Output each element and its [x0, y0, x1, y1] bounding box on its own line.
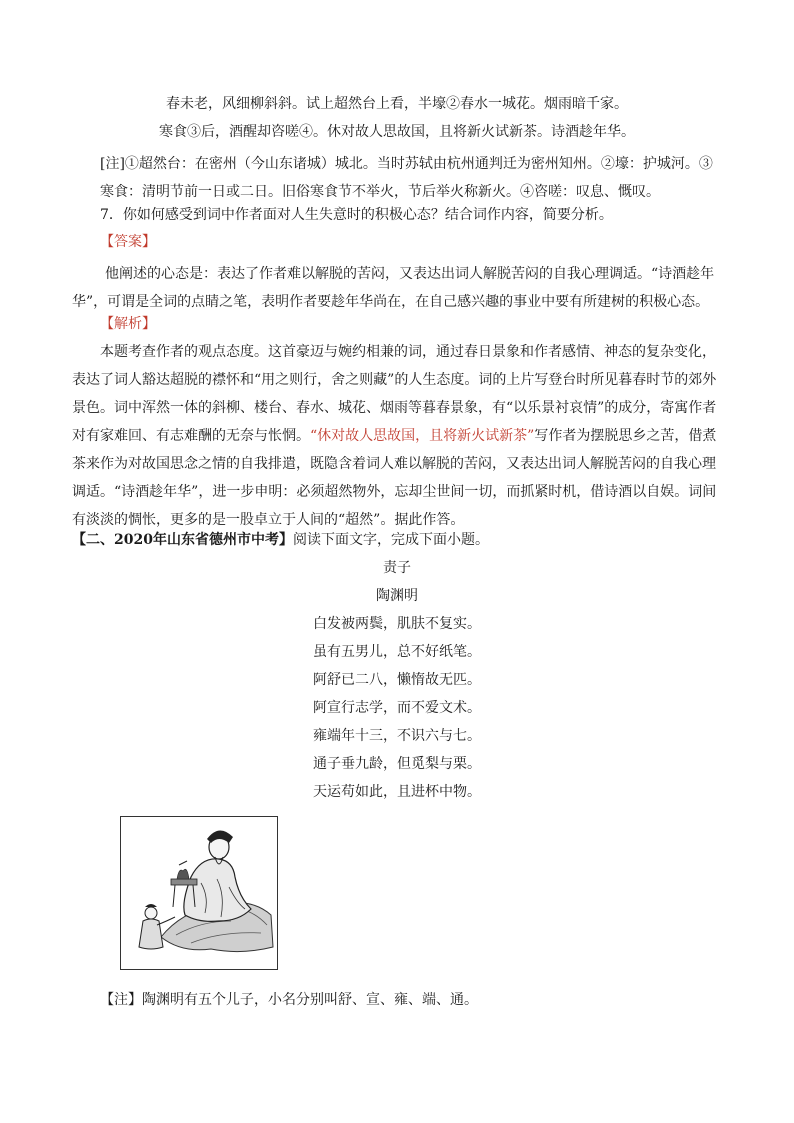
poem2-lines	[0, 614, 794, 810]
answer-tag: 【答案】	[100, 234, 156, 250]
analysis-tag: 【解析】	[100, 316, 156, 332]
poem2-author: 陶渊明	[376, 588, 418, 604]
analysis-part2: 写作者为摆脱思乡之苦，借煮茶来作为对故国思念之情的自我排遣，既隐含着词人难以解脱的苦闷，又表达出词人解脱苦闷的自我心理调适。“诗酒趁年华”，进一步申明：必须超然物外，忘却尘世间一切，而抓紧时机，借诗酒以自娱。词间有淡淡的惆怅，更多的是一股卓立于人间的“超然”。据此作答。	[72, 428, 717, 528]
poem2-line: 虽有五男儿，总不好纸笔。	[313, 644, 481, 660]
poem2-line: 阿宣行志学，而不爱文术。	[313, 700, 481, 716]
analysis-text	[72, 338, 720, 534]
section-2-heading	[72, 530, 720, 550]
poem2-line: 通子垂九龄，但觅梨与栗。	[313, 756, 481, 772]
analysis-quote: “休对故人思故国，且将新火试新茶”	[310, 428, 535, 444]
answer-text: 他阐述的心态是：表达了作者难以解脱的苦闷，又表达出词人解脱苦闷的自我心理调适。“诗酒趁年华”，可谓是全词的点睛之笔，表明作者要趁年华尚在，在自己感兴趣的事业中要有所建树的积极心态。	[72, 266, 715, 310]
illustration-figure	[120, 816, 278, 970]
poem1-notes: [注]①超然台：在密州（今山东诸城）城北。当时苏轼由杭州通判迁为密州知州。②壕：护城河。③寒食：清明节前一日或二日。旧俗寒食节不举火，节后举火称新火。④咨嗟：叹息、慨叹。	[100, 156, 713, 200]
poem2-line: 雍端年十三，不识六与七。	[313, 728, 481, 744]
poem2-title: 责子	[383, 560, 411, 576]
poem2-line: 白发被两鬓，肌肤不复实。	[313, 616, 481, 632]
poem2-line: 天运苟如此，且进杯中物。	[313, 784, 481, 800]
analysis-part1: 本题考查作者的观点态度。这首豪迈与婉约相兼的词，通过春日景象和作者感情、神态的复杂变化，表达了词人豁达超脱的襟怀和“用之则行，舍之则藏”的人生态度。词的上片写登台时所见暮春时节的郊外景色。词中浑然一体的斜柳、楼台、春水、城花、烟雨等暮春景象，有“以乐景衬哀情”的成分，寄寓作者对有家难回、有志难酬的无奈与怅惘。	[72, 344, 717, 444]
poem2-line: 阿舒已二八，懒惰故无匹。	[313, 672, 481, 688]
section-2-instruction: 阅读下面文字，完成下面小题。	[292, 532, 489, 548]
ink-illustration	[121, 817, 277, 969]
section-2-label: 【二、2020年山东省德州市中考】	[72, 532, 293, 548]
poem1-line1: 春未老，风细柳斜斜。试上超然台上看，半壕②春水一城花。烟雨暗千家。	[166, 96, 628, 112]
poem1-line2: 寒食③后，酒醒却咨嗟④。休对故人思故国，且将新火试新茶。诗酒趁年华。	[159, 124, 635, 140]
footnote: 【注】陶渊明有五个儿子，小名分别叫舒、宣、雍、端、通。	[100, 992, 478, 1008]
question-7: 7．你如何感受到词中作者面对人生失意时的积极心态？结合词作内容，简要分析。	[100, 207, 613, 223]
